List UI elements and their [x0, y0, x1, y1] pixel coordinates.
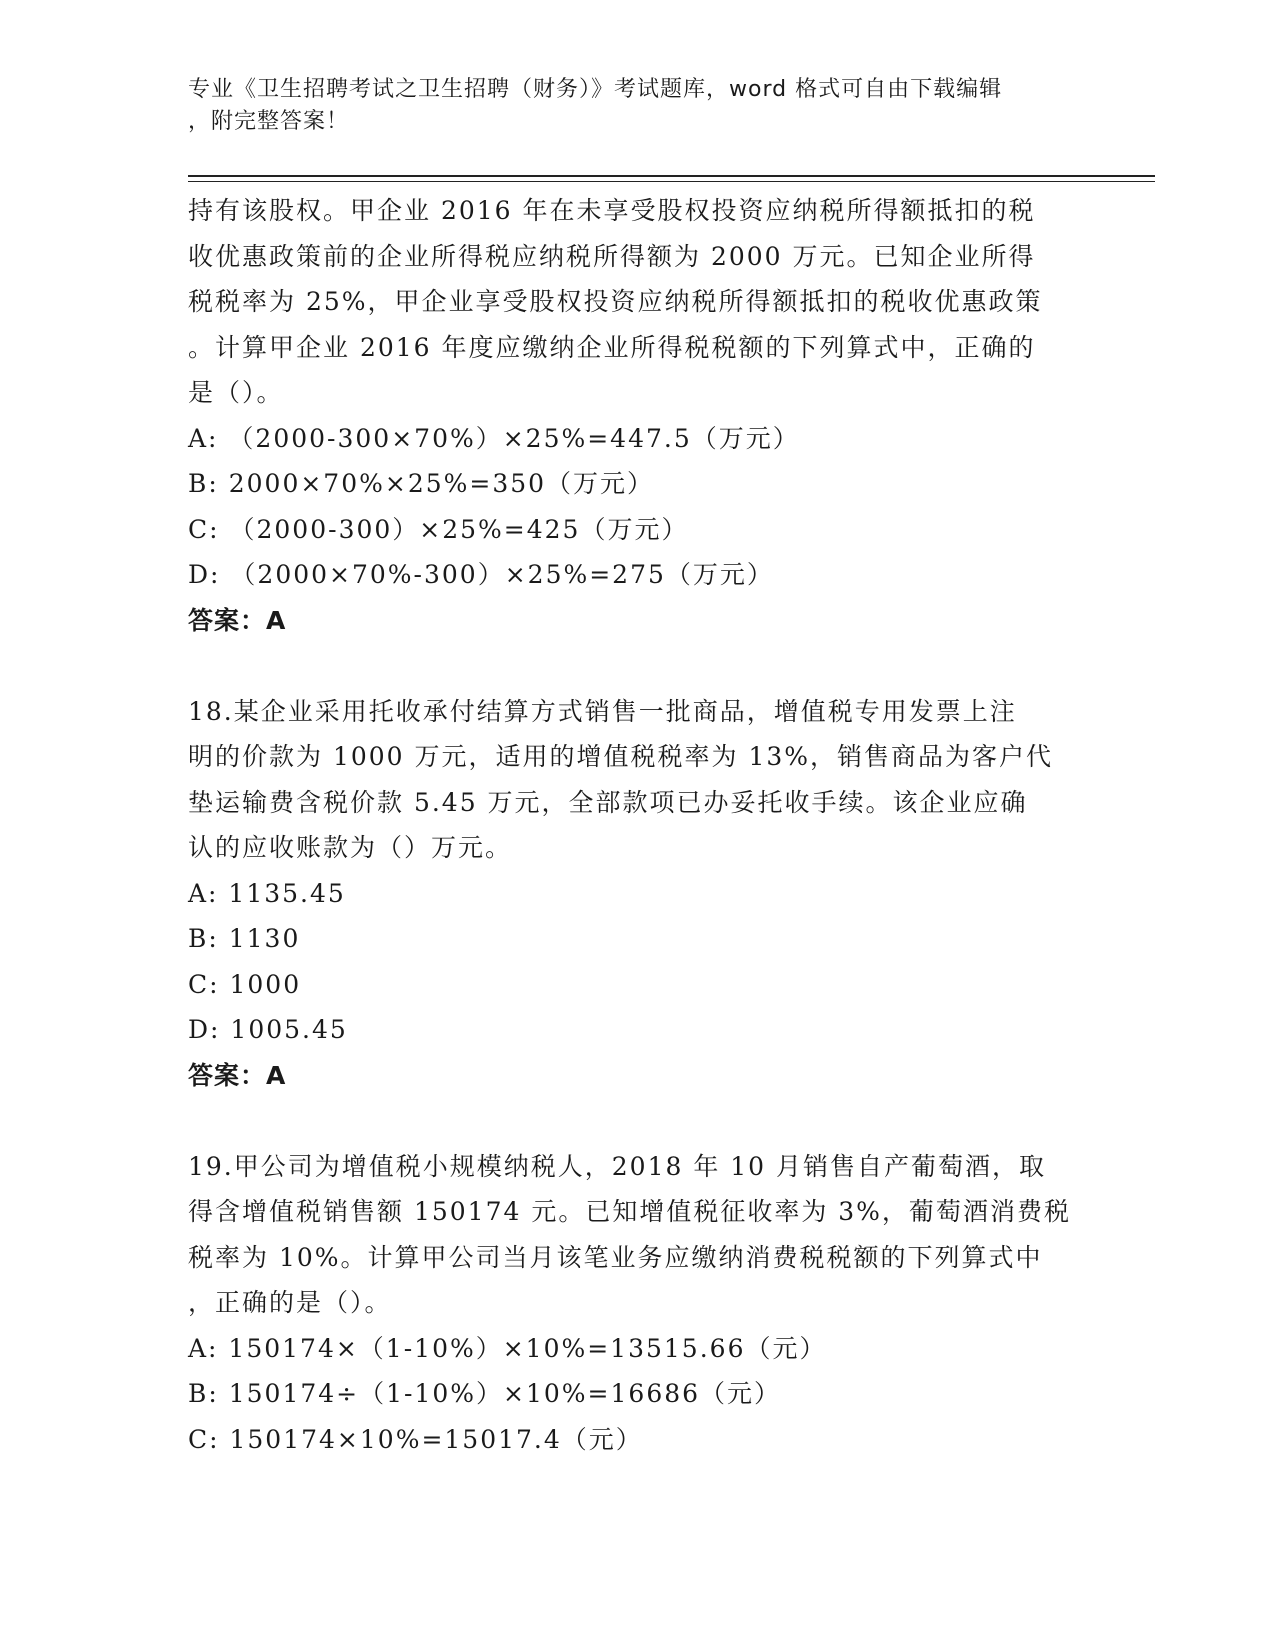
header-rule-thin [188, 181, 1155, 182]
option-a: A: 1135.45 [188, 878, 346, 908]
question-18 [188, 689, 1088, 1099]
header-line-1: 专业《卫生招聘考试之卫生招聘（财务）》考试题库，word 格式可自由下载编辑 [188, 77, 1003, 102]
answer-label: 答案：A [188, 1060, 287, 1090]
option-c: C: 1000 [188, 969, 302, 999]
document-body [188, 188, 1088, 1462]
option-a: A: （2000-300×70%）×25%=447.5（万元） [188, 423, 800, 453]
option-c: C: （2000-300）×25%=425（万元） [188, 514, 689, 544]
spacer [188, 643, 1088, 689]
question-stem-line: 税率为 10%。计算甲公司当月该笔业务应缴纳消费税税额的下列算式中 [188, 1242, 1043, 1272]
option-c: C: 150174×10%=15017.4（元） [188, 1424, 643, 1454]
question-stem-line: 认的应收账款为（）万元。 [188, 833, 513, 862]
question-19 [188, 1144, 1088, 1463]
question-stem-line: 是（）。 [188, 378, 284, 407]
question-stem-line: 垫运输费含税价款 5.45 万元，全部款项已办妥托收手续。该企业应确 [188, 787, 1028, 817]
question-17 [188, 188, 1088, 643]
question-stem-line: 收优惠政策前的企业所得税应纳税所得额为 2000 万元。已知企业所得 [188, 241, 1036, 271]
answer-label: 答案：A [188, 605, 287, 635]
option-b: B: 1130 [188, 924, 301, 953]
question-stem-line: 明的价款为 1000 万元，适用的增值税税率为 13%，销售商品为客户代 [188, 742, 1054, 771]
question-stem-line: ，正确的是（）。 [188, 1288, 392, 1317]
spacer [188, 1098, 1088, 1144]
option-b: B: 150174÷（1-10%）×10%=16686（元） [188, 1379, 782, 1408]
page-header [188, 74, 1088, 138]
question-stem-line: 税税率为 25%，甲企业享受股权投资应纳税所得额抵扣的税收优惠政策 [188, 287, 1043, 316]
question-stem-line: 得含增值税销售额 150174 元。已知增值税征收率为 3%，葡萄酒消费税 [188, 1197, 1071, 1226]
option-a: A: 150174×（1-10%）×10%=13515.66（元） [188, 1333, 827, 1363]
header-rule-thick [188, 175, 1155, 177]
question-stem-line: 持有该股权。甲企业 2016 年在未享受股权投资应纳税所得额抵扣的税 [188, 196, 1036, 225]
question-stem-line: 18.某企业采用托收承付结算方式销售一批商品，增值税专用发票上注 [188, 696, 1017, 726]
option-d: D: 1005.45 [188, 1015, 348, 1044]
option-b: B: 2000×70%×25%=350（万元） [188, 469, 655, 498]
question-stem-line: 19.甲公司为增值税小规模纳税人，2018 年 10 月销售自产葡萄酒，取 [188, 1151, 1047, 1181]
option-d: D: （2000×70%-300）×25%=275（万元） [188, 560, 774, 589]
question-stem-line: 。计算甲企业 2016 年度应缴纳企业所得税税额的下列算式中，正确的 [188, 332, 1036, 362]
header-line-2: ，附完整答案！ [188, 109, 350, 134]
